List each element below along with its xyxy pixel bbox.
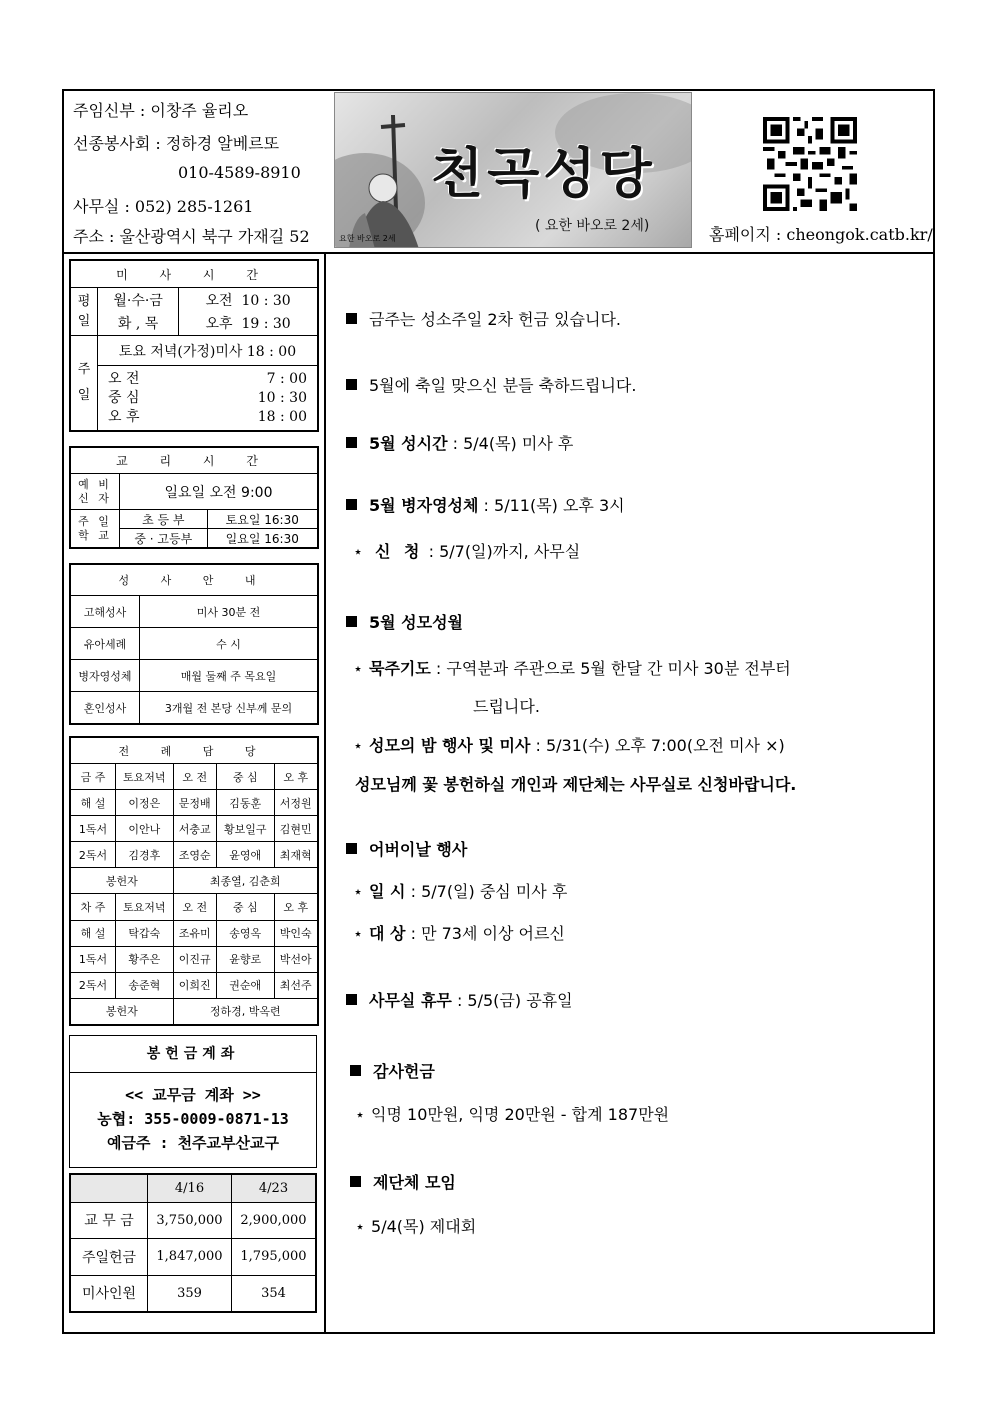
notice-title: 제단체 모임 bbox=[373, 1173, 456, 1192]
notice-text: 5/4(목) 제대회 bbox=[371, 1217, 477, 1236]
notice-item bbox=[350, 1170, 456, 1193]
sacrament-info: 수 시 bbox=[140, 628, 318, 660]
liturgy-roster-table bbox=[69, 736, 319, 1026]
roster-role: 해 설 bbox=[71, 790, 116, 816]
notice-title: 묵주기도 bbox=[369, 659, 431, 678]
roster-cell: 윤영애 bbox=[216, 842, 274, 868]
roster-cell: 조유미 bbox=[173, 920, 216, 946]
roster-cell: 박선아 bbox=[274, 946, 318, 972]
square-bullet-icon bbox=[346, 313, 357, 324]
roster-cell: 김현민 bbox=[274, 816, 318, 842]
roster-row bbox=[71, 816, 318, 842]
qr-code-icon[interactable] bbox=[763, 117, 857, 211]
square-bullet-icon bbox=[346, 437, 357, 448]
finance-date: 4/16 bbox=[148, 1175, 232, 1203]
offering-account-box bbox=[69, 1035, 317, 1168]
notice-item bbox=[346, 307, 621, 330]
sacraments-title: 성 사 안 내 bbox=[71, 565, 318, 596]
roster-header: 중 심 bbox=[216, 894, 274, 920]
offering-label: 봉헌자 bbox=[71, 998, 174, 1024]
sunday-mass-time: 10 : 30 bbox=[257, 389, 307, 406]
image-caption: 요한 바오로 2세 bbox=[339, 234, 396, 243]
notice-title: 대 상 bbox=[369, 924, 406, 943]
notice-title: 감사헌금 bbox=[373, 1062, 435, 1081]
office-phone: 사무실 : 052) 285-1261 bbox=[73, 197, 254, 216]
sunday-mass-row bbox=[108, 408, 307, 427]
roster-row bbox=[71, 790, 318, 816]
finance-date: 4/23 bbox=[232, 1175, 316, 1203]
notice-item bbox=[346, 431, 573, 454]
square-bullet-icon bbox=[346, 994, 357, 1005]
star-bullet-icon: ⋆ bbox=[353, 924, 364, 943]
roster-cell: 황주은 bbox=[116, 946, 174, 972]
roster-cell: 최선주 bbox=[274, 972, 318, 998]
notice-subitem bbox=[353, 733, 785, 756]
notice-subitem bbox=[353, 879, 567, 902]
sacrament-name: 유아세례 bbox=[71, 628, 140, 660]
star-bullet-icon: ⋆ bbox=[355, 1105, 366, 1124]
roster-role: 2독서 bbox=[71, 842, 116, 868]
account-number: 농협: 355-0009-0871-13 bbox=[97, 1110, 289, 1128]
finance-value: 2,900,000 bbox=[232, 1202, 316, 1238]
school-time: 토요일 16:30 bbox=[207, 510, 317, 529]
notice-item bbox=[346, 610, 463, 633]
sunday-label: 주 일 bbox=[71, 336, 98, 431]
roster-cell: 박인숙 bbox=[274, 920, 318, 946]
roster-cell: 이희진 bbox=[173, 972, 216, 998]
sacrament-info: 매월 둘째 주 목요일 bbox=[140, 660, 318, 692]
notice-subitem bbox=[355, 1102, 669, 1125]
square-bullet-icon bbox=[350, 1176, 361, 1187]
account-title: 봉헌금계좌 bbox=[70, 1036, 316, 1073]
finance-value: 359 bbox=[148, 1275, 232, 1311]
sunday-mass-time: 18 : 00 bbox=[257, 408, 307, 425]
finance-label: 미사인원 bbox=[71, 1275, 148, 1311]
roster-cell: 김경후 bbox=[116, 842, 174, 868]
notice-text: 금주는 성소주일 2차 헌금 있습니다. bbox=[369, 310, 621, 329]
school-division: 초 등 부 bbox=[120, 510, 208, 529]
roster-cell: 서정원 bbox=[274, 790, 318, 816]
sacraments-table bbox=[69, 563, 319, 725]
roster-cell: 서충교 bbox=[173, 816, 216, 842]
roster-role: 1독서 bbox=[71, 946, 116, 972]
star-bullet-icon: ⋆ bbox=[353, 659, 364, 678]
finance-value: 1,847,000 bbox=[148, 1239, 232, 1275]
school-division: 중 · 고등부 bbox=[120, 529, 208, 548]
notice-title: 신 청 bbox=[375, 542, 424, 561]
roster-header: 오 전 bbox=[173, 764, 216, 790]
roster-cell: 문정배 bbox=[173, 790, 216, 816]
patron-saint: ( 요한 바오로 2세) bbox=[535, 218, 650, 234]
notice-title: 어버이날 행사 bbox=[369, 840, 468, 859]
weekday-days: 월·수·금 bbox=[98, 288, 179, 312]
roster-cell: 조영순 bbox=[173, 842, 216, 868]
notice-text: 5월에 축일 맞으신 분들 축하드립니다. bbox=[369, 376, 637, 395]
finance-label: 주일헌금 bbox=[71, 1239, 148, 1275]
sunday-mass-row bbox=[108, 370, 307, 389]
liturgy-title: 전 례 담 당 bbox=[71, 738, 318, 764]
weekday-days: 화 , 목 bbox=[98, 312, 179, 336]
weekday-time: 오전 10 : 30 bbox=[179, 288, 318, 312]
notice-text: : 5/11(목) 오후 3시 bbox=[478, 496, 625, 515]
sunday-mass-name: 오 전 bbox=[108, 370, 140, 387]
notice-text: : 5/7(일) 중심 미사 후 bbox=[405, 882, 568, 901]
mass-times-title: 미 사 시 간 bbox=[71, 261, 318, 288]
finance-value: 3,750,000 bbox=[148, 1202, 232, 1238]
square-bullet-icon bbox=[346, 499, 357, 510]
header-divider bbox=[62, 252, 935, 254]
roster-row bbox=[71, 946, 318, 972]
finance-value: 1,795,000 bbox=[232, 1239, 316, 1275]
notice-item bbox=[346, 837, 467, 860]
council-line: 선종봉사회 : 정하경 알베르또 bbox=[73, 134, 280, 153]
notice-subitem bbox=[353, 656, 791, 679]
offering-label: 봉헌자 bbox=[71, 868, 174, 894]
weekday-time: 오후 19 : 30 bbox=[179, 312, 318, 336]
sunday-mass-name: 오 후 bbox=[108, 408, 140, 425]
notice-text: : 5/7(일)까지, 사무실 bbox=[423, 542, 581, 561]
notice-title: 사무실 휴무 bbox=[369, 991, 452, 1010]
notice-line: 성모님께 꽃 봉헌하실 개인과 제단체는 사무실로 신청바랍니다. bbox=[355, 775, 797, 794]
notice-subitem bbox=[355, 1214, 476, 1237]
roster-cell: 이안나 bbox=[116, 816, 174, 842]
weekday-label: 평 일 bbox=[71, 288, 98, 336]
roster-header: 오 전 bbox=[173, 894, 216, 920]
star-bullet-icon: ⋆ bbox=[353, 736, 364, 755]
account-holder: 예금주 : 천주교부산교구 bbox=[107, 1134, 279, 1152]
sacrament-name: 고해성사 bbox=[71, 596, 140, 628]
council-phone: 010-4589-8910 bbox=[178, 163, 301, 182]
square-bullet-icon bbox=[350, 1065, 361, 1076]
sunday-mass-time: 7 : 00 bbox=[266, 370, 307, 387]
notice-item bbox=[346, 493, 625, 516]
roster-role: 해 설 bbox=[71, 920, 116, 946]
mass-times-table bbox=[69, 259, 319, 432]
roster-cell: 최재혁 bbox=[274, 842, 318, 868]
roster-cell: 황보일구 bbox=[216, 816, 274, 842]
roster-header: 차 주 bbox=[71, 894, 116, 920]
notice-title: 성모의 밤 행사 및 미사 bbox=[369, 736, 531, 755]
sunday-mass-name: 중 심 bbox=[108, 389, 140, 406]
school-time: 일요일 16:30 bbox=[207, 529, 317, 548]
notice-title: 5월 병자영성체 bbox=[369, 496, 479, 515]
notice-item bbox=[346, 373, 636, 396]
notice-title: 5월 성시간 bbox=[369, 434, 448, 453]
square-bullet-icon bbox=[346, 616, 357, 627]
roster-header: 중 심 bbox=[216, 764, 274, 790]
roster-cell: 이진규 bbox=[173, 946, 216, 972]
sunday-school-label: 주 일 학 교 bbox=[71, 510, 120, 548]
notice-title: 5월 성모성월 bbox=[369, 613, 463, 632]
finance-label: 교 무 금 bbox=[71, 1202, 148, 1238]
catechumen-time: 일요일 오전 9:00 bbox=[120, 474, 318, 510]
sunday-mass-row bbox=[108, 389, 307, 408]
saturday-mass: 토요 저녁(가정)미사 18 : 00 bbox=[98, 336, 318, 366]
notice-item bbox=[346, 988, 573, 1011]
church-name: 천곡성당 bbox=[431, 142, 656, 205]
roster-cell: 윤향로 bbox=[216, 946, 274, 972]
roster-header: 오 후 bbox=[274, 764, 318, 790]
notice-text: : 만 73세 이상 어르신 bbox=[405, 924, 565, 943]
notice-subitem bbox=[353, 921, 565, 944]
notice-text: : 5/31(수) 오후 7:00(오전 미사 ×) bbox=[530, 736, 785, 755]
roster-row bbox=[71, 920, 318, 946]
sacrament-name: 병자영성체 bbox=[71, 660, 140, 692]
finance-table bbox=[69, 1173, 317, 1313]
notice-item bbox=[350, 1059, 435, 1082]
roster-row bbox=[71, 842, 318, 868]
roster-cell: 송영옥 bbox=[216, 920, 274, 946]
notice-text: : 5/4(목) 미사 후 bbox=[447, 434, 574, 453]
square-bullet-icon bbox=[346, 379, 357, 390]
notice-text: : 구역분과 주관으로 5월 한달 간 미사 30분 전부터 bbox=[430, 659, 791, 678]
finance-value: 354 bbox=[232, 1275, 316, 1311]
sacrament-info: 3개월 전 본당 신부께 문의 bbox=[140, 692, 318, 724]
account-heading: << 교무금 계좌 >> bbox=[125, 1086, 261, 1104]
roster-header: 오 후 bbox=[274, 894, 318, 920]
notice-title: 일 시 bbox=[369, 882, 406, 901]
square-bullet-icon bbox=[346, 843, 357, 854]
notice-text: : 5/5(금) 공휴일 bbox=[451, 991, 573, 1010]
roster-cell: 이정은 bbox=[116, 790, 174, 816]
notice-subitem bbox=[353, 539, 580, 562]
roster-row bbox=[71, 868, 318, 894]
star-bullet-icon: ⋆ bbox=[355, 1217, 366, 1236]
pastor-line: 주임신부 : 이창주 율리오 bbox=[73, 101, 249, 120]
sacrament-name: 혼인성사 bbox=[71, 692, 140, 724]
offering-names: 정하경, 박옥련 bbox=[173, 998, 317, 1024]
notice-continuation: 드립니다. bbox=[473, 697, 540, 716]
finance-corner bbox=[71, 1175, 148, 1203]
roster-role: 2독서 bbox=[71, 972, 116, 998]
star-bullet-icon: ⋆ bbox=[353, 882, 364, 901]
roster-cell: 송준혁 bbox=[116, 972, 174, 998]
church-banner bbox=[334, 92, 692, 248]
notice-text: 익명 10만원, 익명 20만원 - 합계 187만원 bbox=[371, 1105, 670, 1124]
roster-header: 토요저녁 bbox=[116, 894, 174, 920]
roster-header: 토요저녁 bbox=[116, 764, 174, 790]
catechumen-label: 예 비 신 자 bbox=[71, 474, 120, 510]
roster-row bbox=[71, 972, 318, 998]
roster-cell: 탁갑숙 bbox=[116, 920, 174, 946]
catechism-table bbox=[69, 446, 319, 549]
column-divider bbox=[324, 252, 326, 1334]
roster-header: 금 주 bbox=[71, 764, 116, 790]
roster-cell: 김동훈 bbox=[216, 790, 274, 816]
offering-names: 최종열, 김춘희 bbox=[173, 868, 317, 894]
roster-cell: 권순애 bbox=[216, 972, 274, 998]
roster-row bbox=[71, 998, 318, 1024]
sacrament-info: 미사 30분 전 bbox=[140, 596, 318, 628]
star-bullet-icon: ⋆ bbox=[353, 542, 364, 561]
roster-role: 1독서 bbox=[71, 816, 116, 842]
address-line: 주소 : 울산광역시 북구 가재길 52 bbox=[73, 227, 310, 246]
homepage-link[interactable]: 홈페이지 : cheongok.catb.kr/ bbox=[709, 225, 933, 244]
catechism-title: 교 리 시 간 bbox=[71, 448, 318, 474]
